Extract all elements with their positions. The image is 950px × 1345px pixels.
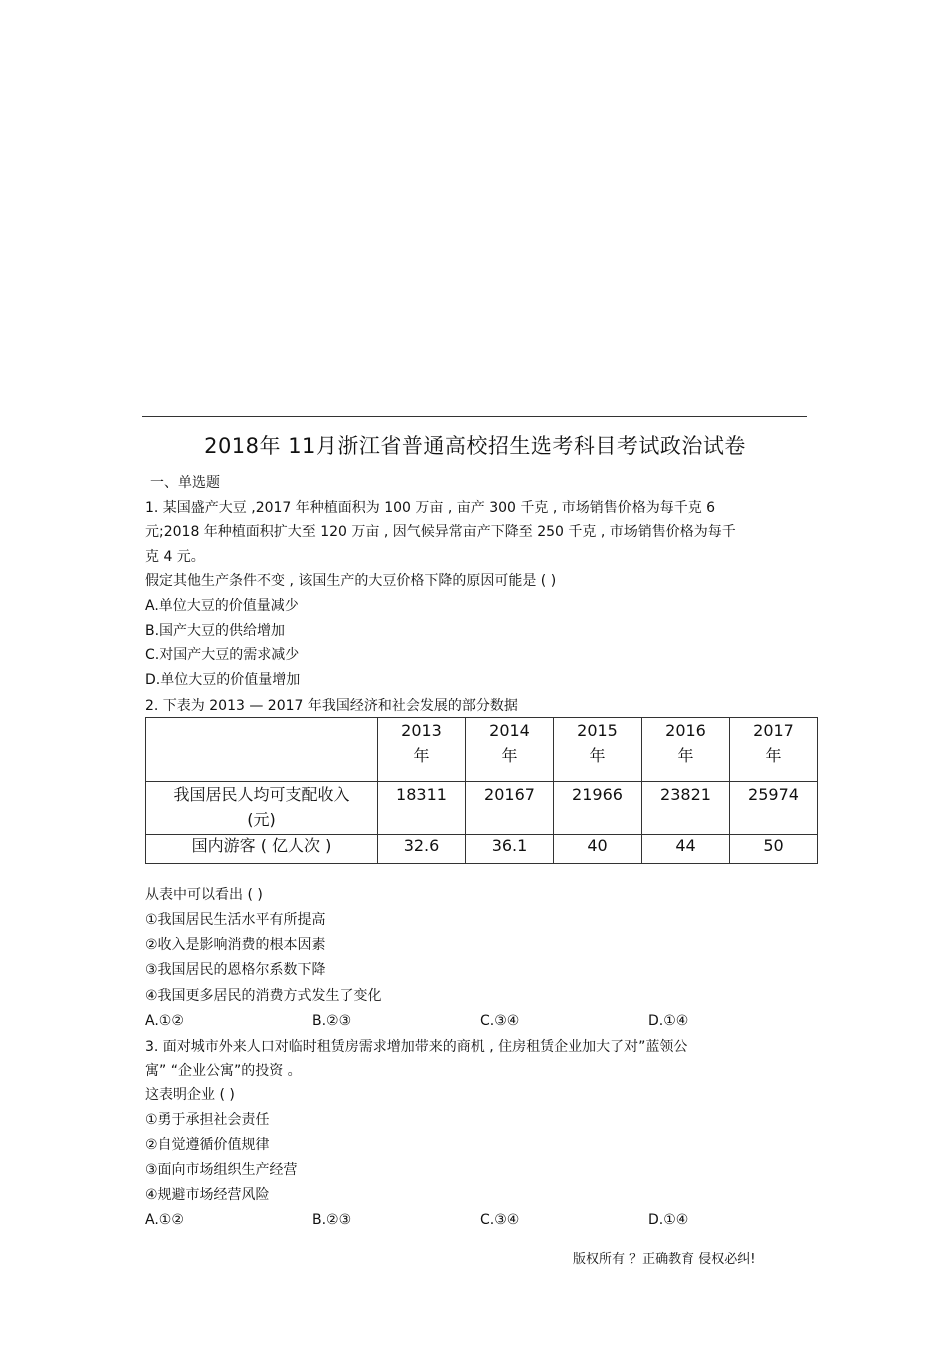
table-cell: 25974 — [730, 782, 818, 835]
table-cell: 36.1 — [466, 835, 554, 864]
q1-line-2: 元;2018 年种植面积扩大至 120 万亩 , 因气候异常亩产下降至 250 千克 , 市场销售价格为每千 — [145, 524, 736, 540]
q2-choice-b: B.②③ — [312, 1013, 352, 1029]
data-table — [145, 717, 818, 864]
q2-choice-a: A.①② — [145, 1013, 184, 1029]
q3-line-1: 3. 面对城市外来人口对临时租赁房需求增加带来的商机 , 住房租赁企业加大了对”蓝领公 — [145, 1039, 688, 1055]
q1-option-c: C.对国产大豆的需求减少 — [145, 647, 300, 663]
table-header-cell: 2013年 — [378, 718, 466, 782]
copyright-footer: 版权所有 ？正确教育 侵权必纠! — [573, 1252, 756, 1267]
table-cell: 20167 — [466, 782, 554, 835]
section-heading: 一、单选题 — [150, 475, 220, 491]
q2-choice-c: C.③④ — [480, 1013, 520, 1029]
q2-choice-d: D.①④ — [648, 1013, 689, 1029]
table-header-cell: 2016年 — [642, 718, 730, 782]
q1-line-1: 1. 某国盛产大豆 ,2017 年种植面积为 100 万亩 , 亩产 300 千克 , 市场销售价格为每千克 6 — [145, 500, 716, 516]
table-cell: 44 — [642, 835, 730, 864]
table-header-cell — [146, 718, 378, 782]
q2-item-3: ③我国居民的恩格尔系数下降 — [145, 962, 326, 978]
table-cell: 18311 — [378, 782, 466, 835]
q2-item-4: ④我国更多居民的消费方式发生了变化 — [145, 988, 382, 1004]
q3-line-2: 寓” “企业公寓”的投资 。 — [145, 1063, 302, 1079]
q3-line-3: 这表明企业 ( ) — [145, 1087, 235, 1103]
q3-item-2: ②自觉遵循价值规律 — [145, 1137, 270, 1153]
table-cell: 50 — [730, 835, 818, 864]
q2-item-2: ②收入是影响消费的根本因素 — [145, 937, 326, 953]
q1-option-d: D.单位大豆的价值量增加 — [145, 672, 301, 688]
table-header-cell: 2014年 — [466, 718, 554, 782]
table-header-cell: 2015年 — [554, 718, 642, 782]
q2-stem: 2. 下表为 2013 — 2017 年我国经济和社会发展的部分数据 — [145, 698, 518, 714]
q2-item-1: ①我国居民生活水平有所提高 — [145, 912, 326, 928]
table-cell: 32.6 — [378, 835, 466, 864]
table-cell: 40 — [554, 835, 642, 864]
q3-item-3: ③面向市场组织生产经营 — [145, 1162, 298, 1178]
table-header-row — [146, 718, 818, 782]
q1-option-a: A.单位大豆的价值量减少 — [145, 598, 299, 614]
q1-option-b: B.国产大豆的供给增加 — [145, 623, 286, 639]
table-cell: 23821 — [642, 782, 730, 835]
exam-title: 2018年 11月浙江省普通高校招生选考科目考试政治试卷 — [204, 434, 746, 458]
q3-item-1: ①勇于承担社会责任 — [145, 1112, 270, 1128]
q3-choice-c: C.③④ — [480, 1212, 520, 1228]
table-row — [146, 835, 818, 864]
table-row — [146, 782, 818, 835]
q3-choice-a: A.①② — [145, 1212, 184, 1228]
q3-choice-b: B.②③ — [312, 1212, 352, 1228]
table-cell: 21966 — [554, 782, 642, 835]
q3-choice-d: D.①④ — [648, 1212, 689, 1228]
header-rule — [142, 416, 807, 417]
row-label-tourists: 国内游客 ( 亿人次 ) — [146, 835, 378, 864]
q2-prompt: 从表中可以看出 ( ) — [145, 887, 263, 903]
table-header-cell: 2017年 — [730, 718, 818, 782]
q1-line-4: 假定其他生产条件不变 , 该国生产的大豆价格下降的原因可能是 ( ) — [145, 573, 557, 589]
row-label-income: 我国居民人均可支配收入(元) — [146, 782, 378, 835]
q3-item-4: ④规避市场经营风险 — [145, 1187, 270, 1203]
q1-line-3: 克 4 元。 — [145, 549, 205, 565]
